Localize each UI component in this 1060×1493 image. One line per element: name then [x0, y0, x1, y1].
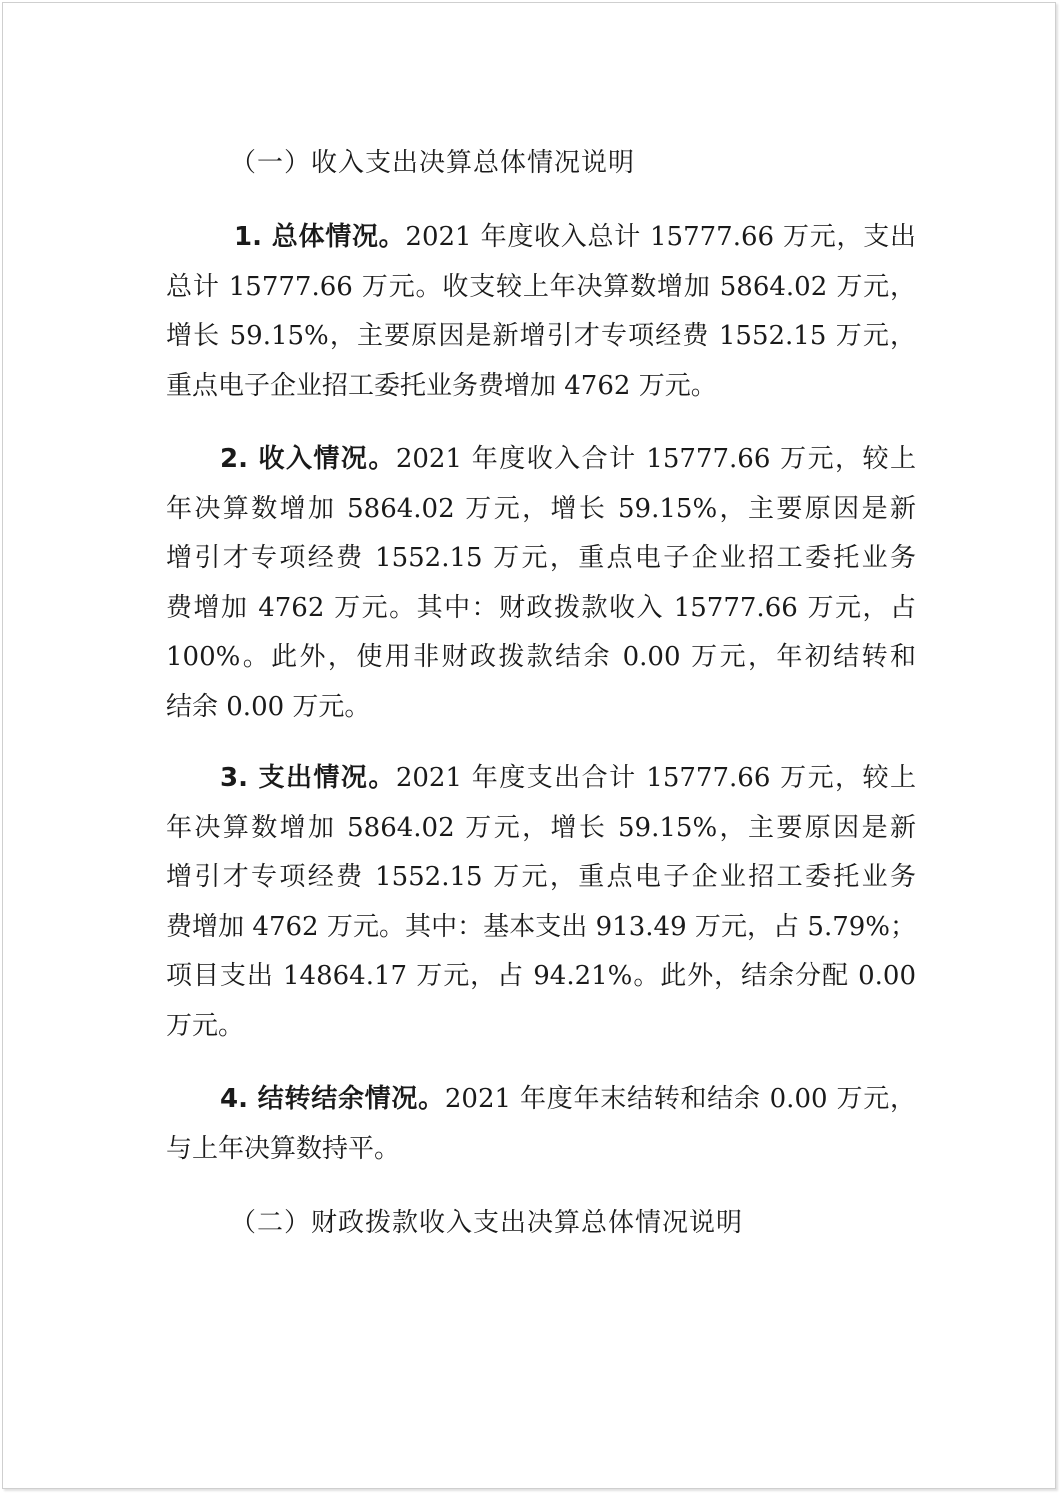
paragraph-line: 与上年决算数持平。 — [166, 1133, 401, 1164]
paragraph-line: 4. 结转结余情况。2021 年度年末结转和结余 0.00 万元， — [220, 1084, 916, 1114]
paragraph-lead: 4. 结转结余情况。 — [220, 1084, 445, 1114]
paragraph-overall — [166, 213, 916, 411]
paragraph-line: 年决算数增加 5864.02 万元，增长 59.15%，主要原因是新 — [166, 493, 916, 524]
section-heading-2: （二）财政拨款收入支出决算总体情况说明 — [230, 1208, 744, 1238]
paragraph-expenditure — [166, 754, 916, 1051]
paragraph-line: 费增加 4762 万元。其中：基本支出 913.49 万元，占 5.79%； — [166, 911, 916, 942]
paragraph-line: 2. 收入情况。2021 年度收入合计 15777.66 万元，较上 — [220, 444, 916, 474]
paragraph-line: 1. 总体情况。2021 年度收入总计 15777.66 万元，支出 — [234, 222, 916, 252]
section-heading-1: （一）收入支出决算总体情况说明 — [230, 148, 636, 178]
paragraph-line: 增长 59.15%，主要原因是新增引才专项经费 1552.15 万元， — [166, 321, 916, 351]
paragraph-line: 100%。此外，使用非财政拨款结余 0.00 万元，年初结转和 — [166, 642, 916, 672]
paragraph-line: 结余 0.00 万元。 — [166, 691, 371, 722]
paragraph-lead: 1. 总体情况。 — [234, 222, 406, 252]
paragraph-income — [166, 435, 916, 732]
paragraph-line: 费增加 4762 万元。其中：财政拨款收入 15777.66 万元，占 — [166, 592, 916, 623]
paragraph-line: 项目支出 14864.17 万元，占 94.21%。此外，结余分配 0.00 — [166, 961, 916, 991]
paragraph-line: 增引才专项经费 1552.15 万元，重点电子企业招工委托业务 — [166, 543, 916, 573]
paragraph-line: 增引才专项经费 1552.15 万元，重点电子企业招工委托业务 — [166, 862, 916, 892]
paragraph-lead: 3. 支出情况。 — [220, 763, 396, 793]
paragraph-lead: 2. 收入情况。 — [220, 444, 396, 474]
paragraph-line: 年决算数增加 5864.02 万元，增长 59.15%，主要原因是新 — [166, 812, 916, 843]
paragraph-line: 重点电子企业招工委托业务费增加 4762 万元。 — [166, 370, 717, 401]
paragraph-line: 总计 15777.66 万元。收支较上年决算数增加 5864.02 万元， — [166, 271, 916, 302]
paragraph-line: 3. 支出情况。2021 年度支出合计 15777.66 万元，较上 — [220, 763, 916, 793]
paragraph-carryover — [166, 1075, 916, 1174]
paragraph-line: 万元。 — [166, 1010, 245, 1041]
